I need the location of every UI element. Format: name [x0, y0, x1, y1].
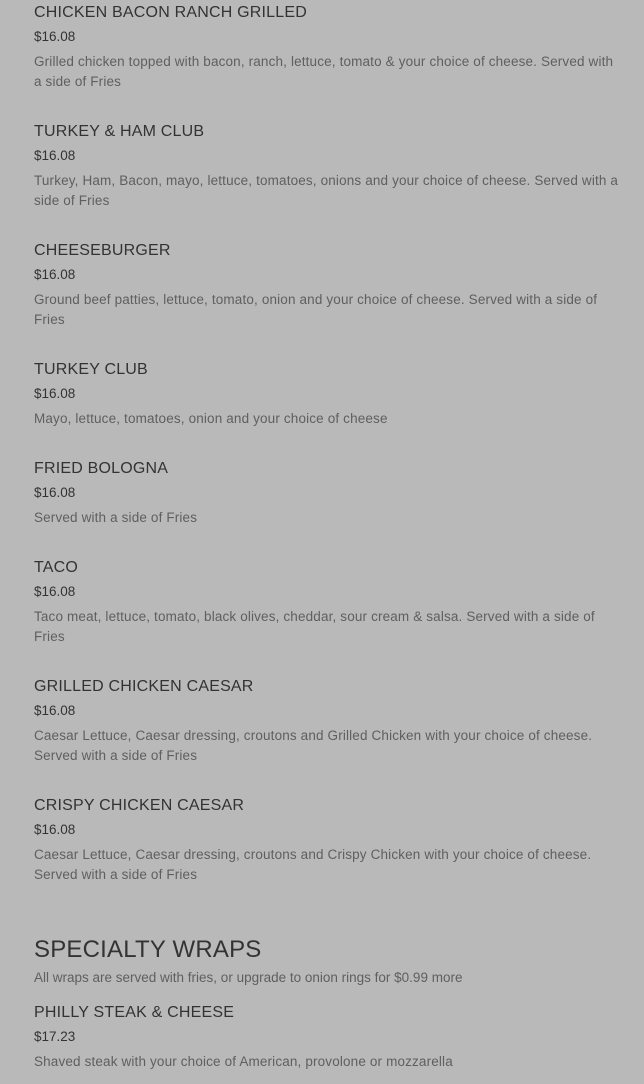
menu-item-chicken-bacon-ranch-grilled[interactable]	[34, 3, 624, 92]
menu-item-grilled-chicken-caesar[interactable]	[34, 677, 624, 766]
item-price: $16.08	[34, 485, 76, 500]
section-specialty-wraps	[34, 936, 624, 987]
item-description: Shaved steak with your choice of American, provolone or mozzarella	[34, 1054, 453, 1069]
menu-item-crispy-chicken-caesar[interactable]	[34, 796, 624, 885]
item-price: $16.08	[34, 386, 76, 401]
item-description: Served with a side of Fries	[34, 510, 198, 525]
item-price: $16.08	[34, 584, 76, 599]
item-description: Ground beef patties, lettuce, tomato, onion and your choice of cheese. Served with a side of Fries	[34, 292, 598, 327]
section-note: All wraps are served with fries, or upgrade to onion rings for $0.99 more	[34, 970, 463, 985]
item-name: TURKEY CLUB	[34, 361, 148, 378]
menu-item-fried-bologna[interactable]	[34, 459, 624, 528]
menu-item-taco[interactable]	[34, 558, 624, 647]
menu-item-philly-steak-cheese[interactable]	[34, 1003, 624, 1072]
item-price: $17.23	[34, 1029, 76, 1044]
item-price: $16.08	[34, 267, 76, 282]
item-name: PHILLY STEAK & CHEESE	[34, 1004, 235, 1021]
menu-list	[34, 0, 624, 1072]
menu-item-cheeseburger[interactable]	[34, 241, 624, 330]
section-title: SPECIALTY WRAPS	[34, 936, 262, 963]
item-description: Caesar Lettuce, Caesar dressing, croutons and Grilled Chicken with your choice of cheese. Served with a side of Fries	[34, 728, 593, 763]
item-name: CRISPY CHICKEN CAESAR	[34, 797, 245, 814]
item-price: $16.08	[34, 703, 76, 718]
item-description: Taco meat, lettuce, tomato, black olives, cheddar, sour cream & salsa. Served with a side of Fries	[34, 609, 595, 644]
item-name: GRILLED CHICKEN CAESAR	[34, 678, 254, 695]
menu-item-turkey-ham-club[interactable]	[34, 122, 624, 211]
item-description: Mayo, lettuce, tomatoes, onion and your choice of cheese	[34, 411, 388, 426]
item-name: CHEESEBURGER	[34, 242, 171, 259]
item-price: $16.08	[34, 822, 76, 837]
item-description: Grilled chicken topped with bacon, ranch, lettuce, tomato & your choice of cheese. Served with a side of Fries	[34, 54, 614, 89]
menu-item-turkey-club[interactable]	[34, 360, 624, 429]
item-price: $16.08	[34, 29, 76, 44]
item-name: TURKEY & HAM CLUB	[34, 123, 205, 140]
item-name: CHICKEN BACON RANCH GRILLED	[34, 4, 308, 21]
item-description: Turkey, Ham, Bacon, mayo, lettuce, tomatoes, onions and your choice of cheese. Served with a side of Fries	[34, 173, 619, 208]
item-name: TACO	[34, 559, 79, 576]
item-price: $16.08	[34, 148, 76, 163]
item-name: FRIED BOLOGNA	[34, 460, 169, 477]
item-description: Caesar Lettuce, Caesar dressing, croutons and Crispy Chicken with your choice of cheese. Served with a side of Fries	[34, 847, 592, 882]
